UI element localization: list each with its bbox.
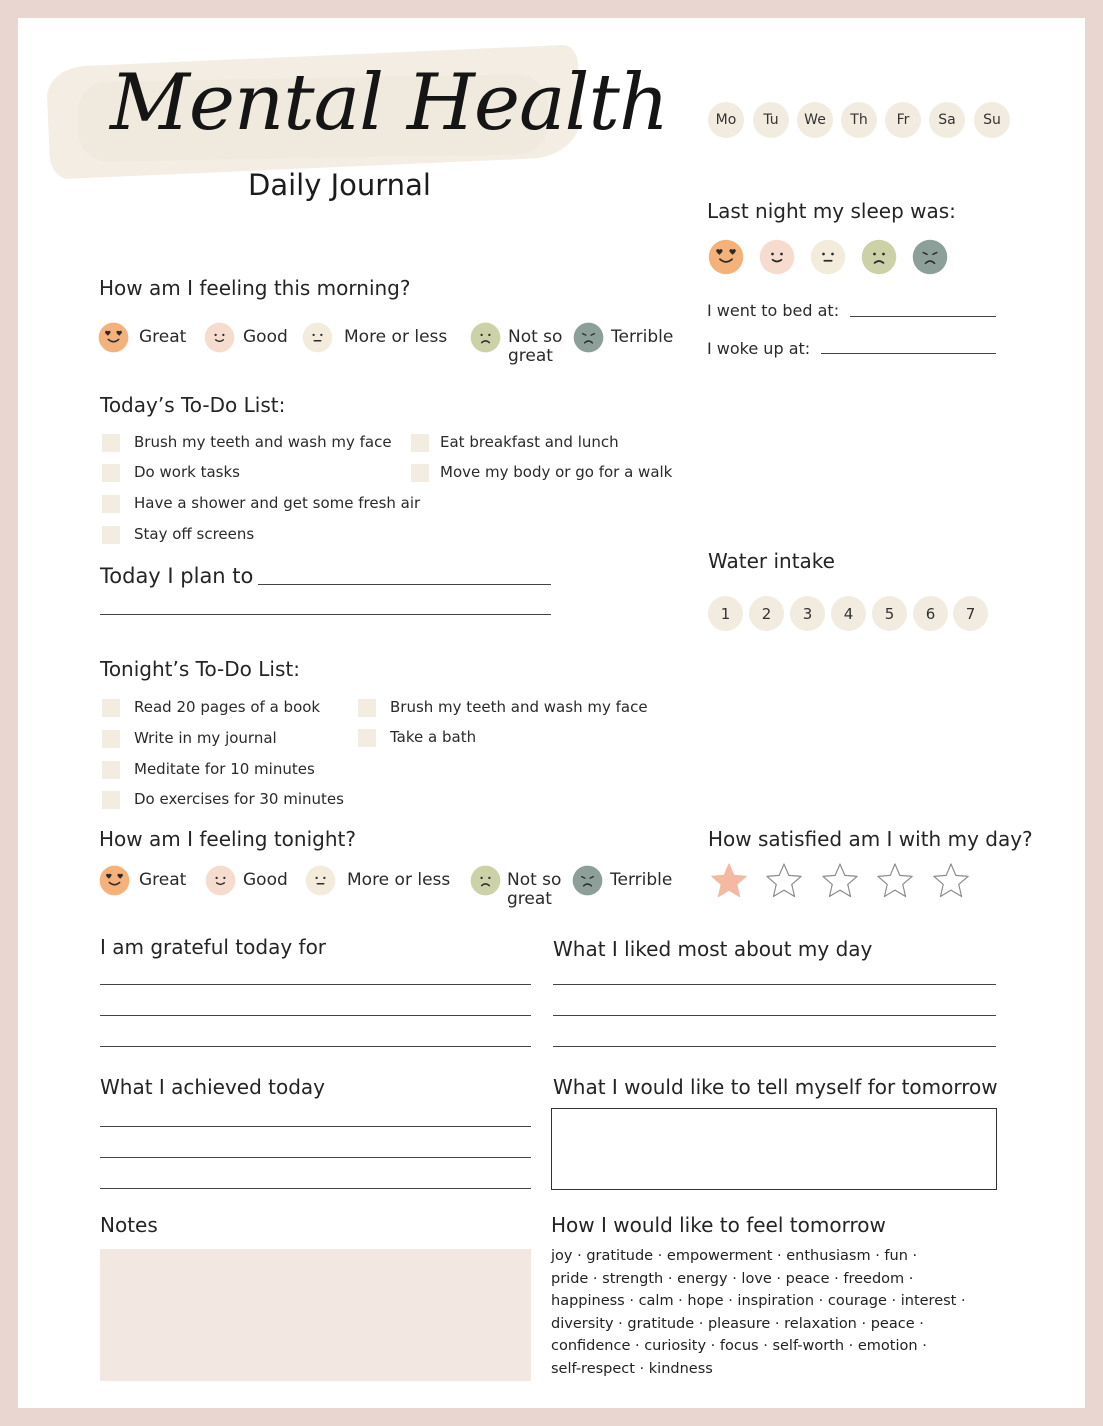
today-todo-item-label: Stay off screens [134,525,255,543]
tonight-todo-item-label: Do exercises for 30 minutes [134,790,344,808]
morning-neutral-face-icon[interactable] [302,322,333,353]
tonight-mood-label: Great [139,870,187,890]
feel-word: hope [687,1293,724,1310]
grateful-heading: I am grateful today for [100,935,327,959]
feel-word: gratitude [586,1248,654,1264]
today-todo-item-label: Brush my teeth and wash my face [134,433,392,451]
morning-feeling-heading: How am I feeling this morning? [99,276,411,300]
day-th[interactable]: Th [841,102,877,138]
notes-heading: Notes [100,1213,158,1237]
water-glass-2[interactable]: 2 [749,596,784,631]
tonight-frown-face-icon[interactable] [470,865,501,896]
day-we[interactable]: We [797,102,833,138]
tonight-todo-heading: Tonight’s To-Do List: [100,657,300,681]
today-todo-checkbox[interactable] [411,464,429,482]
feel-word: focus [719,1338,759,1355]
star-icon[interactable] [875,862,915,900]
sleep-heading: Last night my sleep was: [707,199,956,223]
tonight-todo-checkbox[interactable] [358,729,376,747]
journal-page [18,18,1085,1408]
today-todo-item-label: Have a shower and get some fresh air [134,494,421,512]
morning-mood-label: Good [243,327,288,347]
feel-word: courage [827,1293,887,1310]
star-icon[interactable] [931,862,971,900]
feel-word: enthusiasm [786,1248,871,1264]
liked-line-2[interactable] [553,1015,996,1016]
tonight-todo-checkbox[interactable] [102,730,120,748]
tonight-todo-item-label: Take a bath [390,728,477,746]
water-heading: Water intake [708,549,835,573]
feel-word: self-worth [772,1338,845,1355]
feel-word: emotion [857,1338,918,1355]
feel-word: happiness [551,1293,625,1310]
tonight-todo-item-label: Write in my journal [134,729,277,747]
feel-word: love [741,1270,772,1287]
tell-text-box[interactable] [551,1108,997,1190]
sleep-sad-face-icon[interactable] [912,239,948,275]
today-todo-checkbox[interactable] [102,434,120,452]
tonight-todo-item-label: Meditate for 10 minutes [134,760,315,778]
feel-word: joy [551,1248,573,1264]
feel-word: diversity [551,1315,614,1332]
feel-word: interest [900,1293,957,1310]
tonight-mood-label: Good [243,870,288,890]
today-todo-item-label: Eat breakfast and lunch [440,433,619,451]
bed-time-label: I went to bed at: [707,301,840,320]
page-title: Mental Health [110,58,669,148]
tonight-heart-eyes-face-icon[interactable] [99,865,130,896]
sleep-heart-eyes-face-icon[interactable] [708,239,744,275]
grateful-line-1[interactable] [100,984,531,985]
morning-mood-label: Not so great [508,327,563,366]
water-glass-7[interactable]: 7 [953,596,988,631]
achieved-line-2[interactable] [100,1157,531,1158]
tonight-mood-label: Not so great [507,870,562,909]
wake-time-field[interactable] [821,353,996,354]
feel-word: peace [870,1315,915,1332]
feel-word: calm [638,1293,674,1310]
sleep-neutral-face-icon[interactable] [810,239,846,275]
today-todo-heading: Today’s To-Do List: [100,393,286,417]
today-todo-checkbox[interactable] [102,464,120,482]
plan-line-2[interactable] [100,614,551,615]
tonight-mood-label: Terrible [610,870,673,890]
feel-word: self-respect [551,1360,635,1377]
feel-word: empowerment [666,1248,773,1264]
tonight-todo-checkbox[interactable] [102,699,120,717]
feel-tomorrow-words: joy · gratitude · empowerment · enthusiasm · fun · pride · strength · energy · love · peace · freedom · happiness · calm · hope · inspiration · courage · interest · diversity · gratitude · pleasure · relaxation · peace · confidence · curiosity · focus · self-worth · emotion · self-respect · kindness [551,1248,966,1377]
tonight-feeling-heading: How am I feeling tonight? [99,827,356,851]
morning-mood-label: Great [139,327,187,347]
water-glass-5[interactable]: 5 [872,596,907,631]
water-glass-1[interactable]: 1 [708,596,743,631]
day-mo[interactable]: Mo [708,102,744,138]
water-glass-4[interactable]: 4 [831,596,866,631]
morning-mood-label: Terrible [611,327,674,347]
feel-tomorrow-heading: How I would like to feel tomorrow [551,1213,886,1237]
tonight-sad-face-icon[interactable] [572,865,603,896]
grateful-line-2[interactable] [100,1015,531,1016]
today-todo-checkbox[interactable] [102,495,120,513]
tonight-todo-checkbox[interactable] [358,699,376,717]
morning-sad-face-icon[interactable] [573,322,604,353]
morning-heart-eyes-face-icon[interactable] [98,322,129,353]
star-icon[interactable] [820,862,860,900]
feel-word: inspiration [737,1293,815,1310]
grateful-line-3[interactable] [100,1046,531,1047]
day-fr[interactable]: Fr [885,102,921,138]
today-todo-checkbox[interactable] [102,526,120,544]
feel-word: fun [884,1248,908,1264]
today-todo-item-label: Do work tasks [134,463,240,481]
feel-word: peace [785,1270,830,1287]
achieved-line-3[interactable] [100,1188,531,1189]
star-icon[interactable] [709,862,749,900]
tonight-smile-face-icon[interactable] [205,865,236,896]
water-glass-6[interactable]: 6 [913,596,948,631]
tonight-mood-label: More or less [347,870,451,890]
plan-line-1[interactable] [258,584,551,585]
tonight-todo-checkbox[interactable] [102,761,120,779]
sleep-smile-face-icon[interactable] [759,239,795,275]
plan-label: Today I plan to [100,564,254,588]
day-sa[interactable]: Sa [929,102,965,138]
achieved-heading: What I achieved today [100,1075,326,1099]
liked-line-1[interactable] [553,984,996,985]
today-todo-item-label: Move my body or go for a walk [440,463,673,481]
achieved-line-1[interactable] [100,1126,531,1127]
today-todo-checkbox[interactable] [411,434,429,452]
tonight-todo-checkbox[interactable] [102,791,120,809]
tonight-todo-item-label: Read 20 pages of a book [134,698,321,716]
feel-word: confidence [551,1338,631,1355]
water-glass-3[interactable]: 3 [790,596,825,631]
bed-time-field[interactable] [850,316,996,317]
tell-heading: What I would like to tell myself for tomorrow [553,1075,998,1099]
star-icon[interactable] [764,862,804,900]
tonight-neutral-face-icon[interactable] [305,865,336,896]
liked-heading: What I liked most about my day [553,937,873,961]
liked-line-3[interactable] [553,1046,996,1047]
day-tu[interactable]: Tu [753,102,789,138]
feel-word: gratitude [627,1315,695,1332]
day-su[interactable]: Su [974,102,1010,138]
feel-word: curiosity [644,1338,707,1355]
tonight-todo-item-label: Brush my teeth and wash my face [390,698,648,716]
page-subtitle: Daily Journal [248,168,431,202]
feel-word: kindness [648,1360,713,1377]
wake-time-label: I woke up at: [707,339,811,358]
sleep-frown-face-icon[interactable] [861,239,897,275]
feel-word: pride [551,1270,589,1287]
satisfaction-heading: How satisfied am I with my day? [708,827,1033,851]
morning-mood-label: More or less [344,327,448,347]
feel-word: energy [677,1270,728,1287]
feel-word: pleasure [707,1315,771,1332]
notes-box[interactable] [100,1249,531,1381]
feel-word: strength [602,1270,664,1287]
feel-word: freedom [843,1270,905,1287]
morning-frown-face-icon[interactable] [470,322,501,353]
morning-smile-face-icon[interactable] [204,322,235,353]
feel-word: relaxation [784,1315,857,1332]
